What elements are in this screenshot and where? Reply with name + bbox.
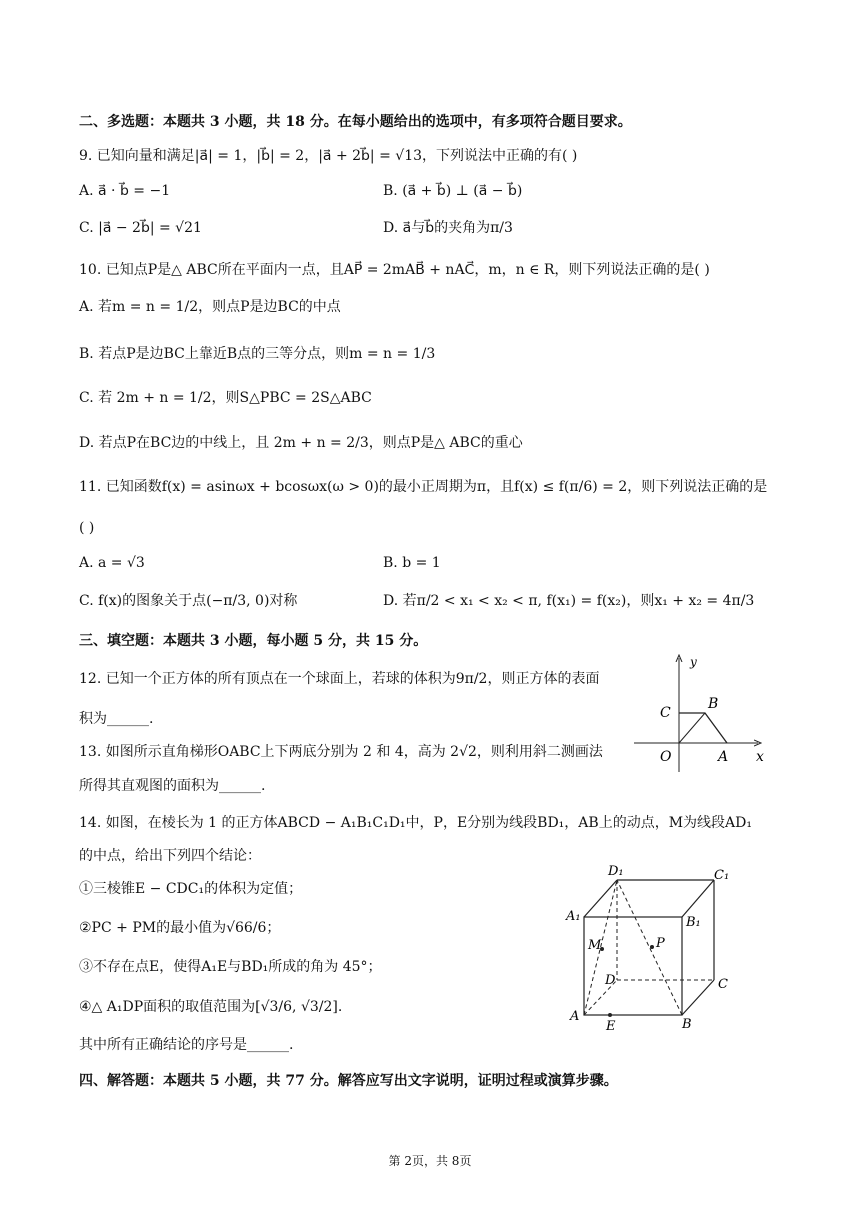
section-4-heading: 四、解答题：本题共 5 小题，共 77 分。解答应写出文字说明，证明过程或演算步骤。 [79, 1073, 618, 1089]
q9-option-d: D. a⃗与b⃗的夹角为π/3 [383, 220, 513, 236]
diagonal-ob [679, 713, 705, 743]
q14-ending: 其中所有正确结论的序号是______. [79, 1037, 294, 1053]
label-c: C [660, 705, 671, 721]
q14-line-2: 的中点，给出下列四个结论： [79, 848, 261, 864]
q14-line-1: 14. 如图，在棱长为 1 的正方体ABCD − A₁B₁C₁D₁中，P，E分别为线段BD₁，AB上的动点，M为线段AD₁ [79, 815, 752, 831]
q13-line-1: 13. 如图所示直角梯形OABC上下两底分别为 2 和 4，高为 2√2，则利用斜二测画法 [79, 744, 603, 760]
label-d1: D₁ [608, 864, 624, 879]
q9-stem: 9. 已知向量和满足|a⃗| = 1，|b⃗| = 2，|a⃗ + 2b⃗| = √13，下列说法中正确的有( ) [79, 148, 578, 164]
q12-line-1: 12. 已知一个正方体的所有顶点在一个球面上，若球的体积为9π/2，则正方体的表面 [79, 671, 600, 687]
q10-stem: 10. 已知点P是△ ABC所在平面内一点，且AP⃗ = 2mAB⃗ + nAC⃗，m，n ∈ R，则下列说法正确的是( ) [79, 262, 710, 278]
q14-conclusion-1: ①三棱锥E − CDC₁的体积为定值； [79, 881, 303, 897]
label-c: C [718, 977, 728, 992]
q11-option-d: D. 若π/2 < x₁ < x₂ < π, f(x₁) = f(x₂)，则x₁ + x₂ = 4π/3 [383, 593, 755, 609]
label-a: A [718, 749, 729, 765]
section-3-heading: 三、填空题：本题共 3 小题，每小题 5 分，共 15 分。 [79, 633, 428, 649]
q11-paren: ( ) [79, 520, 95, 536]
q14-conclusion-4: ④△ A₁DP面积的取值范围为[√3/6, √3/2]. [79, 999, 343, 1015]
label-m: M [588, 938, 602, 953]
label-b: B [708, 696, 719, 712]
q13-line-2: 所得其直观图的面积为______. [79, 778, 266, 794]
label-x: x [756, 749, 764, 765]
section-2-heading: 二、多选题：本题共 3 小题，共 18 分。在每小题给出的选项中，有多项符合题目要求。 [79, 114, 632, 130]
q14-conclusion-3: ③不存在点E，使得A₁E与BD₁所成的角为 45°； [79, 959, 382, 975]
q9-option-a: A. a⃗ · b⃗ = −1 [79, 183, 171, 199]
point-p [650, 945, 654, 949]
q9-option-b: B. (a⃗ + b⃗) ⊥ (a⃗ − b⃗) [383, 183, 523, 199]
q12-line-2: 积为______. [79, 711, 154, 727]
label-p: P [656, 936, 665, 951]
q14-conclusion-2: ②PC + PM的最小值为√66/6； [79, 920, 281, 936]
q11-option-a: A. a = √3 [79, 555, 145, 571]
label-e: E [606, 1019, 616, 1034]
label-a1: A₁ [566, 909, 581, 924]
q11-option-b: B. b = 1 [383, 555, 441, 571]
label-c1: C₁ [714, 868, 730, 883]
point-e [608, 1013, 612, 1017]
q10-option-d: D. 若点P在BC边的中线上，且 2m + n = 2/3，则点P是△ ABC的重心 [79, 435, 523, 451]
label-o: O [660, 749, 672, 765]
trapezoid-figure [630, 650, 770, 775]
trapezoid-shape [679, 713, 727, 743]
label-a: A [570, 1009, 580, 1024]
q9-option-c: C. |a⃗ − 2b⃗| = √21 [79, 220, 202, 236]
q10-option-c: C. 若 2m + n = 1/2，则S△PBC = 2S△ABC [79, 390, 372, 406]
q11-stem: 11. 已知函数f(x) = asinωx + bcosωx(ω > 0)的最小正周期为π，且f(x) ≤ f(π/6) = 2，则下列说法正确的是 [79, 479, 768, 495]
label-b: B [682, 1017, 692, 1032]
label-b1: B₁ [686, 915, 701, 930]
label-y: y [690, 655, 697, 669]
cube-figure [562, 862, 742, 1034]
label-d: D [605, 973, 616, 988]
page-footer: 第 2页，共 8页 [388, 1154, 472, 1168]
q10-option-a: A. 若m = n = 1/2，则点P是边BC的中点 [79, 299, 341, 315]
q11-option-c: C. f(x)的图象关于点(−π/3, 0)对称 [79, 593, 298, 609]
q10-option-b: B. 若点P是边BC上靠近B点的三等分点，则m = n = 1/3 [79, 346, 436, 362]
